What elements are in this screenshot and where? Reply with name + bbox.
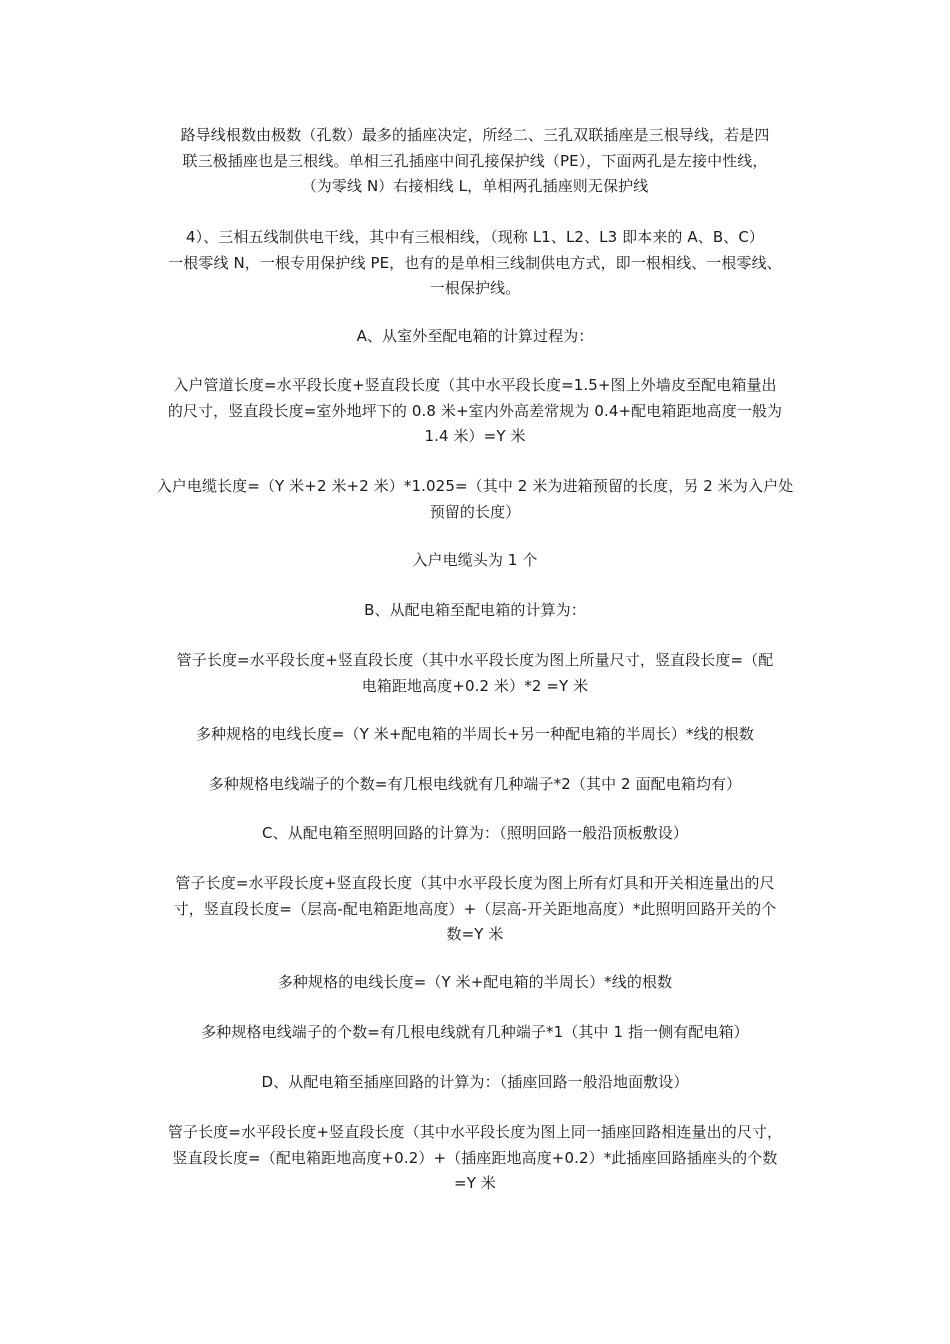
text-line: A、从室外至配电箱的计算过程为： [356,327,594,345]
text-line: 多种规格的电线长度=（Y 米+配电箱的半周长+另一种配电箱的半周长）*线的根数 [195,725,755,743]
text-line: 一根零线 N，一根专用保护线 PE，也有的是单相三线制供电方式，即一根相线、一根零线、 [168,253,782,272]
text-line: 4）、三相五线制供电干线，其中有三根相线，（现称 L1、L2、L3 即本来的 A、B、C） [185,228,765,246]
text-line: 预留的长度） [429,502,521,521]
text-line: 的尺寸，竖直段长度=室外地坪下的 0.8 米+室内外高差常规为 0.4+配电箱距地高度一般为 [167,401,783,420]
text-line: B、从配电箱至配电箱的计算为： [364,601,586,619]
paragraph-wire-length-c [140,970,810,996]
text-line: 路导线根数由极数（孔数）最多的插座决定，所经二、三孔双联插座是三根导线，若是四 [180,126,770,144]
text-line: =Y 米 [454,1174,496,1192]
paragraph-wire-length-b [140,722,810,748]
paragraph-pipe-length-d [140,1120,810,1197]
paragraph-pipe-length-c [140,871,810,948]
text-line: D、从配电箱至插座回路的计算为：（插座回路一般沿地面敷设） [261,1073,689,1091]
text-line: 多种规格电线端子的个数=有几根电线就有几种端子*2（其中 2 面配电箱均有） [208,775,742,793]
text-line: 电箱距地高度+0.2 米）*2 =Y 米 [361,676,589,695]
section-heading-c [140,821,810,847]
text-line: 寸，竖直段长度=（层高-配电箱距地高度）+（层高-开关距地高度）*此照明回路开关的个 [173,899,777,918]
text-line: 管子长度=水平段长度+竖直段长度（其中水平段长度为图上所量尺寸，竖直段长度=（配 [176,651,774,669]
paragraph-socket-wiring [140,123,810,200]
paragraph-three-phase [140,225,810,302]
text-line: 联三极插座也是三根线。单相三孔插座中间孔接保护线（PE），下面两孔是左接中性线， [182,151,768,170]
section-heading-b [140,598,810,624]
text-line: 竖直段长度=（配电箱距地高度+0.2）+（插座距地高度+0.2）*此插座回路插座头的个数 [172,1148,778,1167]
text-line: 数=Y 米 [446,925,504,943]
paragraph-inlet-pipe [140,373,810,450]
text-line: C、从配电箱至照明回路的计算为：（照明回路一般沿顶板敷设） [262,824,688,842]
text-line: 管子长度=水平段长度+竖直段长度（其中水平段长度为图上所有灯具和开关相连量出的尺 [175,874,775,892]
paragraph-cable-head [140,548,810,574]
text-line: 管子长度=水平段长度+竖直段长度（其中水平段长度为图上同一插座回路相连量出的尺寸， [167,1123,783,1141]
paragraph-inlet-cable [140,474,810,525]
section-heading-a [140,324,810,350]
paragraph-terminals-b [140,772,810,798]
text-line: 多种规格电线端子的个数=有几根电线就有几种端子*1（其中 1 指一侧有配电箱） [201,1023,749,1041]
text-line: 入户电缆头为 1 个 [412,551,538,569]
text-line: 多种规格的电线长度=（Y 米+配电箱的半周长）*线的根数 [277,973,673,991]
paragraph-terminals-c [140,1020,810,1046]
text-line: 入户管道长度=水平段长度+竖直段长度（其中水平段长度=1.5+图上外墙皮至配电箱量出 [173,376,777,394]
text-line: 1.4 米）=Y 米 [424,427,526,445]
text-line: 一根保护线。 [429,279,521,297]
text-line: （为零线 N）右接相线 L，单相两孔插座则无保护线 [301,177,649,195]
section-heading-d [140,1070,810,1096]
paragraph-pipe-length-b [140,648,810,699]
text-line: 入户电缆长度=（Y 米+2 米+2 米）*1.025=（其中 2 米为进箱预留的长度，另 2 米为入户处 [156,477,794,495]
